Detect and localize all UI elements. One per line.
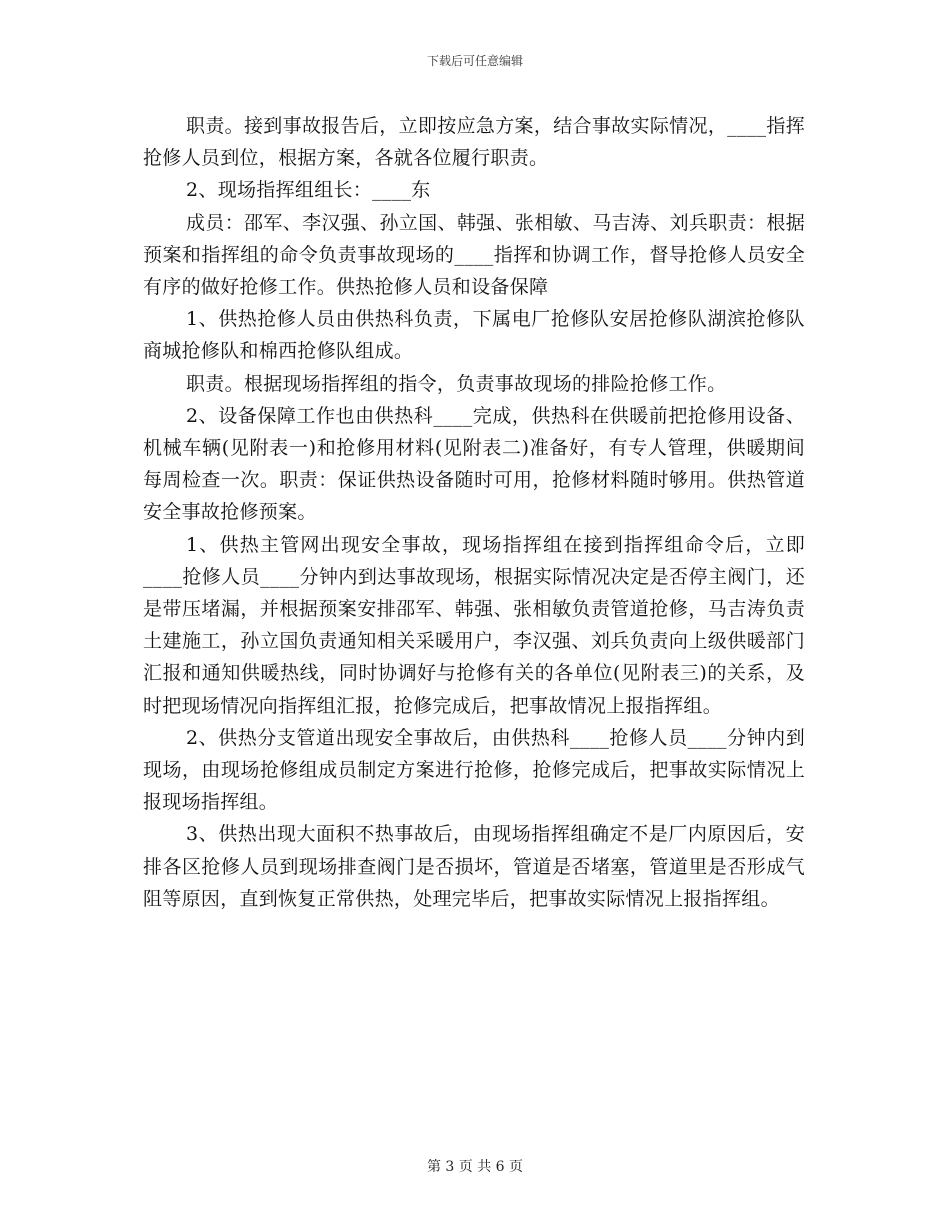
paragraph-members: 成员：邵军、李汉强、孙立国、韩强、张相敏、马吉涛、刘兵职责：根据预案和指挥组的命令负责事故现场的____指挥和协调工作，督导抢修人员安全有序的做好抢修工作。供热抢修人员和设备保障 [143,211,805,299]
paragraph-duties-dispatch: 职责。接到事故报告后，立即按应急方案，结合事故实际情况，____指挥抢修人员到位，根据方案，各就各位履行职责。 [143,115,805,170]
page-number: 第 3 页 共 6 页 [426,1159,524,1175]
document-body [143,110,805,915]
paragraph-main-network: 1、供热主管网出现安全事故，现场指挥组在接到指挥组命令后，立即____抢修人员____分钟内到达事故现场，根据实际情况决定是否停主阀门，还是带压堵漏，并根据预案安排邵军、韩强、张相敏负责管道抢修，马吉涛负责土建施工，孙立国负责通知相关采暖用户，李汉强、刘兵负责向上级供暖部门汇报和通知供暖热线，同时协调好与抢修有关的各单位(见附表三)的关系，及时把现场情况向指挥组汇报，抢修完成后，把事故情况上报指挥组。 [143,533,805,717]
paragraph-branch-pipe: 2、供热分支管道出现安全事故后，由供热科____抢修人员____分钟内到现场，由现场抢修组成员制定方案进行抢修，抢修完成后，把事故实际情况上报现场指挥组。 [143,726,805,814]
paragraph-repair-staff: 1、供热抢修人员由供热科负责，下属电厂抢修队安居抢修队湖滨抢修队商城抢修队和棉西抢修队组成。 [143,308,805,363]
page-header: 下载后可任意编辑 [426,54,523,68]
paragraph-large-area: 3、供热出现大面积不热事故后，由现场指挥组确定不是厂内原因后，安排各区抢修人员到现场排查阀门是否损坏，管道是否堵塞，管道里是否形成气阻等原因，直到恢复正常供热，处理完毕后，把事故实际情况上报指挥组。 [143,823,805,910]
paragraph-equipment: 2、设备保障工作也由供热科____完成，供热科在供暖前把抢修用设备、机械车辆(见附表一)和抢修用材料(见附表二)准备好，有专人管理，供暖期间每周检查一次。职责：保证供热设备随时可用，抢修材料随时够用。供热管道安全事故抢修预案。 [143,404,805,524]
paragraph-site-leader: 2、现场指挥组组长：____东 [186,179,431,202]
paragraph-repair-duties: 职责。根据现场指挥组的指令，负责事故现场的排险抢修工作。 [186,372,727,395]
